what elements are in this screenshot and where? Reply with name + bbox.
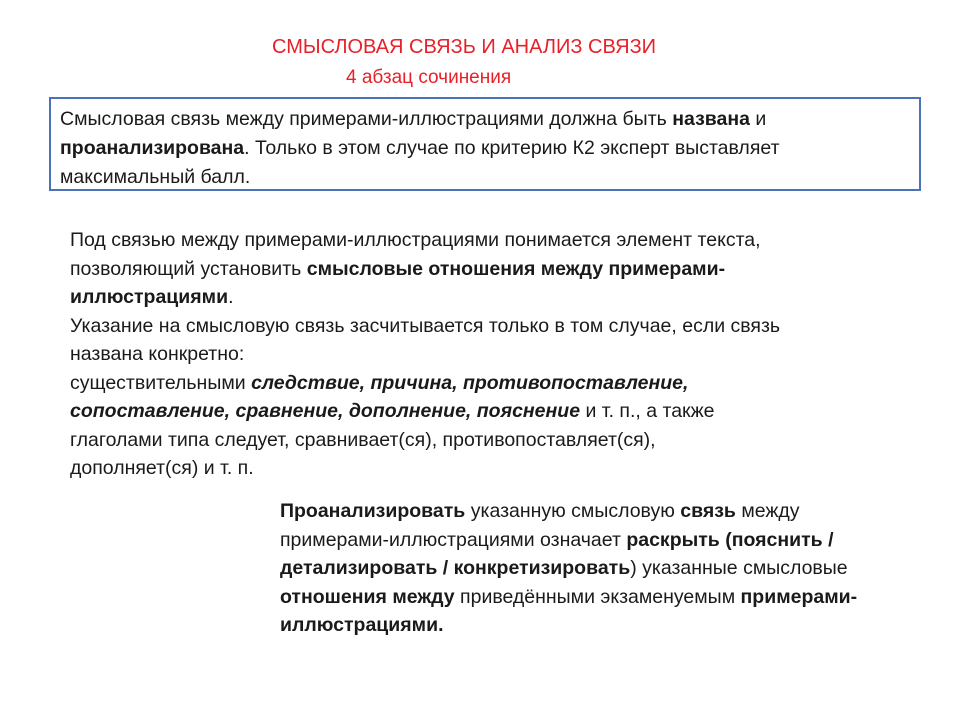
- slide-title: СМЫСЛОВАЯ СВЯЗЬ И АНАЛИЗ СВЯЗИ: [272, 36, 657, 58]
- box-line-2: [60, 134, 911, 163]
- para2-line-1: Под связью между примерами-иллюстрациями понимается элемент текста,: [70, 229, 761, 251]
- para3-bold-text: детализировать / конкретизировать: [280, 557, 631, 579]
- para3-text: указанную смысловую: [465, 500, 681, 522]
- box-text: Смысловая связь между примерами-иллюстрациями должна быть: [60, 108, 673, 130]
- analysis-paragraph: [280, 497, 940, 640]
- para2-line-2: [70, 255, 870, 284]
- box-bold-text: названа: [672, 108, 750, 130]
- para2-line-9: дополняет(ся) и т. п.: [70, 457, 254, 479]
- para2-bold-text: смысловые отношения между примерами-: [306, 257, 726, 280]
- para2-text: существительными: [70, 371, 252, 394]
- box-line-3: максимальный балл.: [60, 166, 251, 188]
- para3-bold-text: отношения между: [280, 585, 455, 608]
- para3-line-4: [280, 583, 940, 612]
- para2-text: .: [228, 286, 234, 308]
- para2-bold-italic-text: сопоставление, сравнение, дополнение, пояснение: [70, 400, 581, 422]
- para3-line-5: [280, 611, 940, 640]
- para2-line-8: глаголами типа следует, сравнивает(ся), противопоставляет(ся),: [70, 428, 656, 451]
- definition-box: [49, 97, 921, 191]
- para3-bold-text: примерами-: [740, 585, 858, 608]
- para2-bold-text: иллюстрациями: [70, 286, 229, 308]
- para2-line-4: Указание на смысловую связь засчитывается только в том случае, если связь: [70, 314, 781, 337]
- para3-line-2: [280, 526, 940, 555]
- box-line-1: [60, 105, 911, 134]
- para3-bold-text: связь: [680, 500, 736, 522]
- para3-text: приведёнными экзаменуемым: [454, 585, 741, 608]
- para2-line-6: [70, 369, 870, 398]
- para2-text: и т. п., а также: [580, 400, 715, 422]
- para3-bold-text: Проанализировать: [280, 500, 466, 522]
- slide-subtitle: 4 абзац сочинения: [346, 67, 512, 88]
- para3-line-1: [280, 497, 940, 526]
- para2-text: позволяющий установить: [70, 257, 307, 280]
- para2-line-7: [70, 397, 870, 426]
- box-text: . Только в этом случае по критерию К2 эксперт выставляет: [244, 137, 780, 159]
- para3-line-3: [280, 554, 940, 583]
- para3-text: ) указанные смысловые: [630, 557, 848, 579]
- connection-paragraph: [70, 226, 870, 483]
- para2-line-3: [70, 283, 870, 312]
- box-bold-text: проанализирована: [60, 137, 245, 159]
- para3-bold-text: иллюстрациями.: [280, 614, 444, 636]
- box-text: и: [749, 108, 767, 130]
- para2-line-5: названа конкретно:: [70, 343, 245, 365]
- para3-bold-text: раскрыть (пояснить /: [626, 528, 834, 551]
- para2-bold-italic-text: следствие, причина, противопоставление,: [251, 371, 689, 394]
- para3-text: примерами-иллюстрациями означает: [280, 528, 627, 551]
- para3-text: между: [735, 500, 800, 522]
